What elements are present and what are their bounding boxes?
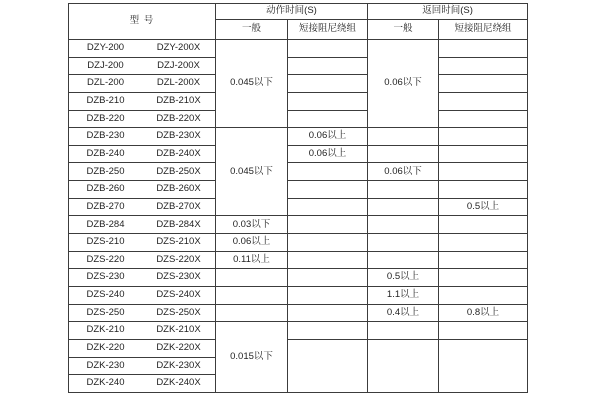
- return-damping-cell: [439, 234, 528, 252]
- action-damping-cell: [288, 75, 368, 93]
- action-general-cell: 0.045以下: [216, 128, 288, 216]
- model-pair: [69, 255, 215, 265]
- table-row: [69, 110, 528, 128]
- return-damping-cell: 0.8以上: [439, 304, 528, 322]
- return-general-cell: [368, 128, 439, 146]
- model-base-label: DZB-250: [86, 165, 125, 177]
- action-general-cell: 0.045以下: [216, 40, 288, 128]
- action-general-cell: 0.03以下: [216, 216, 288, 234]
- action-damping-cell: [288, 286, 368, 304]
- model-variant-label: DZS-210X: [156, 236, 201, 248]
- model-variant-label: DZB-230X: [156, 130, 201, 142]
- model-variant-label: DZB-240X: [156, 147, 201, 159]
- action-damping-cell: [288, 198, 368, 216]
- model-base-label: DZB-220: [86, 112, 125, 124]
- action-damping-cell: [288, 163, 368, 181]
- return-damping-cell: [439, 216, 528, 234]
- model-variant-label: DZS-220X: [156, 253, 201, 265]
- model-base-label: DZB-210: [86, 95, 125, 107]
- model-pair: [69, 237, 215, 247]
- action-damping-cell: [288, 304, 368, 322]
- model-pair: [69, 149, 215, 159]
- table-row: [69, 198, 528, 216]
- table-row: [69, 57, 528, 75]
- model-base-label: DZY-200: [86, 42, 125, 54]
- model-base-label: DZS-220: [86, 253, 125, 265]
- table-row: [69, 216, 528, 234]
- return-general-cell: 1.1以上: [368, 286, 439, 304]
- model-variant-label: DZB-250X: [156, 165, 201, 177]
- model-cell: [69, 181, 216, 199]
- table-row: [69, 181, 528, 199]
- return-general-cell: 0.4以上: [368, 304, 439, 322]
- model-cell: [69, 110, 216, 128]
- model-base-label: DZK-220: [86, 341, 125, 353]
- return-damping-cell: [439, 92, 528, 110]
- model-base-label: DZB-284: [86, 218, 125, 230]
- model-variant-label: DZK-240X: [156, 377, 201, 389]
- table-row: [69, 251, 528, 269]
- return-damping-cell: [439, 322, 528, 340]
- return-general-cell: 0.06以下: [368, 163, 439, 181]
- model-pair: [69, 202, 215, 212]
- action-damping-header: 短接阻尼绕组: [288, 20, 368, 40]
- return-general-cell: [368, 322, 439, 340]
- action-damping-cell: [288, 269, 368, 287]
- return-damping-header: 短接阻尼绕组: [439, 20, 528, 40]
- model-variant-label: DZB-270X: [156, 200, 201, 212]
- model-pair: [69, 378, 215, 388]
- model-pair: [69, 96, 215, 106]
- return-damping-cell: [439, 251, 528, 269]
- return-general-cell: [368, 181, 439, 199]
- action-general-cell: [216, 304, 288, 322]
- model-variant-label: DZS-240X: [156, 289, 201, 301]
- action-general-cell: 0.015以下: [216, 322, 288, 393]
- model-variant-label: DZB-260X: [156, 183, 201, 195]
- model-pair: [69, 131, 215, 141]
- model-cell: [69, 40, 216, 58]
- return-general-cell: 0.5以上: [368, 269, 439, 287]
- model-cell: [69, 57, 216, 75]
- action-general-cell: [216, 286, 288, 304]
- table-row: [69, 40, 528, 58]
- model-variant-label: DZB-210X: [156, 95, 201, 107]
- return-damping-cell: [439, 110, 528, 128]
- model-base-label: DZS-230: [86, 271, 125, 283]
- model-variant-label: DZL-200X: [156, 77, 201, 89]
- table-row: [69, 304, 528, 322]
- action-damping-cell: [288, 339, 368, 392]
- model-cell: [69, 304, 216, 322]
- model-base-label: DZJ-200: [87, 59, 124, 71]
- model-cell: [69, 163, 216, 181]
- model-cell: [69, 128, 216, 146]
- return-general-cell: [368, 198, 439, 216]
- action-general-cell: 0.11以上: [216, 251, 288, 269]
- return-general-cell: [368, 251, 439, 269]
- model-variant-label: DZY-200X: [156, 42, 201, 54]
- table-row: [69, 234, 528, 252]
- return-general-cell: 0.06以下: [368, 40, 439, 128]
- table-row: [69, 145, 528, 163]
- model-pair: [69, 290, 215, 300]
- model-cell: [69, 75, 216, 93]
- model-cell: [69, 322, 216, 340]
- model-pair: [69, 114, 215, 124]
- return-general-cell: [368, 339, 439, 392]
- model-pair: [69, 78, 215, 88]
- table-row: [69, 128, 528, 146]
- table-row: [69, 92, 528, 110]
- action-damping-cell: [288, 216, 368, 234]
- model-base-label: DZK-210: [86, 324, 125, 336]
- table-row: [69, 163, 528, 181]
- action-general-header: 一般: [216, 20, 288, 40]
- relay-spec-table: [68, 3, 528, 393]
- model-base-label: DZB-260: [86, 183, 125, 195]
- model-pair: [69, 272, 215, 282]
- table-row: [69, 75, 528, 93]
- model-base-label: DZL-200: [87, 77, 124, 89]
- return-damping-cell: [439, 75, 528, 93]
- model-base-label: DZS-210: [86, 236, 125, 248]
- model-variant-label: DZK-230X: [156, 359, 201, 371]
- model-pair: [69, 184, 215, 194]
- model-pair: [69, 308, 215, 318]
- action-damping-cell: [288, 110, 368, 128]
- model-cell: [69, 198, 216, 216]
- model-pair: [69, 43, 215, 53]
- model-variant-label: DZB-284X: [156, 218, 201, 230]
- return-damping-cell: [439, 339, 528, 392]
- model-variant-label: DZB-220X: [156, 112, 201, 124]
- model-cell: [69, 375, 216, 393]
- return-general-cell: [368, 234, 439, 252]
- model-variant-label: DZS-250X: [156, 306, 201, 318]
- action-damping-cell: [288, 234, 368, 252]
- action-damping-cell: 0.06以上: [288, 128, 368, 146]
- model-pair: [69, 61, 215, 71]
- return-damping-cell: [439, 269, 528, 287]
- model-cell: [69, 216, 216, 234]
- model-base-label: DZS-240: [86, 289, 125, 301]
- table-row: [69, 322, 528, 340]
- return-damping-cell: [439, 128, 528, 146]
- model-table-body: [69, 40, 528, 393]
- return-damping-cell: [439, 40, 528, 58]
- model-variant-label: DZS-230X: [156, 271, 201, 283]
- action-general-cell: [216, 269, 288, 287]
- model-cell: [69, 234, 216, 252]
- model-column-header: 型 号: [69, 4, 216, 40]
- action-damping-cell: [288, 181, 368, 199]
- return-damping-cell: [439, 57, 528, 75]
- action-damping-cell: 0.06以上: [288, 145, 368, 163]
- action-damping-cell: [288, 92, 368, 110]
- model-base-label: DZB-240: [86, 147, 125, 159]
- return-damping-cell: [439, 181, 528, 199]
- model-cell: [69, 339, 216, 357]
- model-cell: [69, 251, 216, 269]
- model-cell: [69, 357, 216, 375]
- model-base-label: DZK-240: [86, 377, 125, 389]
- table-row: [69, 286, 528, 304]
- model-pair: [69, 343, 215, 353]
- model-pair: [69, 220, 215, 230]
- model-cell: [69, 145, 216, 163]
- model-cell: [69, 269, 216, 287]
- return-general-cell: [368, 216, 439, 234]
- model-pair: [69, 167, 215, 177]
- table-row: [69, 339, 528, 357]
- header-row-groups: [69, 4, 528, 20]
- model-cell: [69, 286, 216, 304]
- model-variant-label: DZK-220X: [156, 341, 201, 353]
- return-damping-cell: [439, 145, 528, 163]
- return-damping-cell: [439, 286, 528, 304]
- model-pair: [69, 325, 215, 335]
- model-variant-label: DZK-210X: [156, 324, 201, 336]
- return-damping-cell: 0.5以上: [439, 198, 528, 216]
- model-pair: [69, 361, 215, 371]
- model-base-label: DZS-250: [86, 306, 125, 318]
- action-damping-cell: [288, 40, 368, 58]
- model-base-label: DZK-230: [86, 359, 125, 371]
- action-damping-cell: [288, 57, 368, 75]
- model-cell: [69, 92, 216, 110]
- action-damping-cell: [288, 322, 368, 340]
- return-general-header: 一般: [368, 20, 439, 40]
- model-base-label: DZB-270: [86, 200, 125, 212]
- action-general-cell: 0.06以上: [216, 234, 288, 252]
- action-time-group-header: 动作时间(S): [216, 4, 368, 20]
- model-variant-label: DZJ-200X: [157, 59, 200, 71]
- return-general-cell: [368, 145, 439, 163]
- table-row: [69, 269, 528, 287]
- model-base-label: DZB-230: [86, 130, 125, 142]
- return-time-group-header: 返回时间(S): [368, 4, 528, 20]
- return-damping-cell: [439, 163, 528, 181]
- action-damping-cell: [288, 251, 368, 269]
